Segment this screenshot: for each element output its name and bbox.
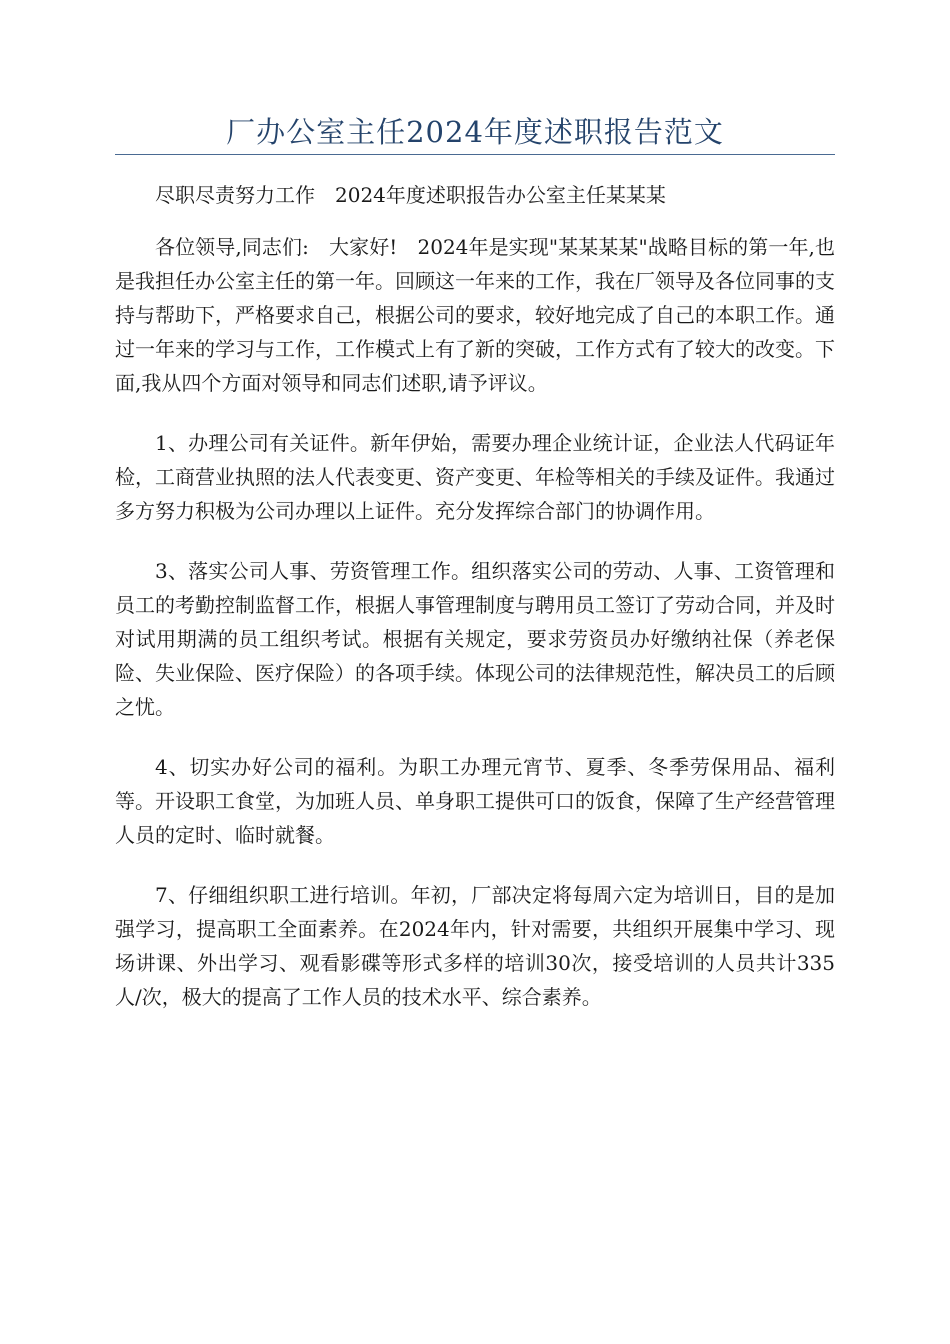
document-title: 厂办公室主任2024年度述职报告范文 (226, 115, 724, 149)
subtitle-paragraph: 尽职尽责努力工作 2024年度述职报告办公室主任某某某 (155, 183, 666, 207)
title-underline (115, 154, 835, 155)
section-4-welfare: 4、切实办好公司的福利。为职工办理元宵节、夏季、冬季劳保用品、福利等。开设职工食堂，为加班人员、单身职工提供可口的饭食，保障了生产经营管理人员的定时、临时就餐。 (115, 755, 835, 847)
section-7-training: 7、仔细组织职工进行培训。年初，厂部决定将每周六定为培训日，目的是加强学习，提高职工全面素养。在2024年内，针对需要，共组织开展集中学习、现场讲课、外出学习、观看影碟等形式多样的培训30次，接受培训的人员共计335人/次，极大的提高了工作人员的技术水平、综合素养。 (115, 883, 835, 1009)
section-1-certificates: 1、办理公司有关证件。新年伊始，需要办理企业统计证，企业法人代码证年检，工商营业执照的法人代表变更、资产变更、年检等相关的手续及证件。我通过多方努力积极为公司办理以上证件。充分发挥综合部门的协调作用。 (115, 431, 835, 523)
document-body (115, 178, 835, 1040)
section-3-personnel: 3、落实公司人事、劳资管理工作。组织落实公司的劳动、人事、工资管理和员工的考勤控制监督工作，根据人事管理制度与聘用员工签订了劳动合同，并及时对试用期满的员工组织考试。根据有关规定，要求劳资员办好缴纳社保（养老保险、失业保险、医疗保险）的各项手续。体现公司的法律规范性，解决员工的后顾之忧。 (115, 559, 835, 719)
greeting-paragraph: 各位领导,同志们: 大家好! 2024年是实现"某某某某"战略目标的第一年,也是我担任办公室主任的第一年。回顾这一年来的工作，我在厂领导及各位同事的支持与帮助下，严格要求自己，根据公司的要求，较好地完成了自己的本职工作。通过一年来的学习与工作，工作模式上有了新的突破，工作方式有了较大的改变。下面,我从四个方面对领导和同志们述职,请予评议。 (115, 235, 835, 395)
